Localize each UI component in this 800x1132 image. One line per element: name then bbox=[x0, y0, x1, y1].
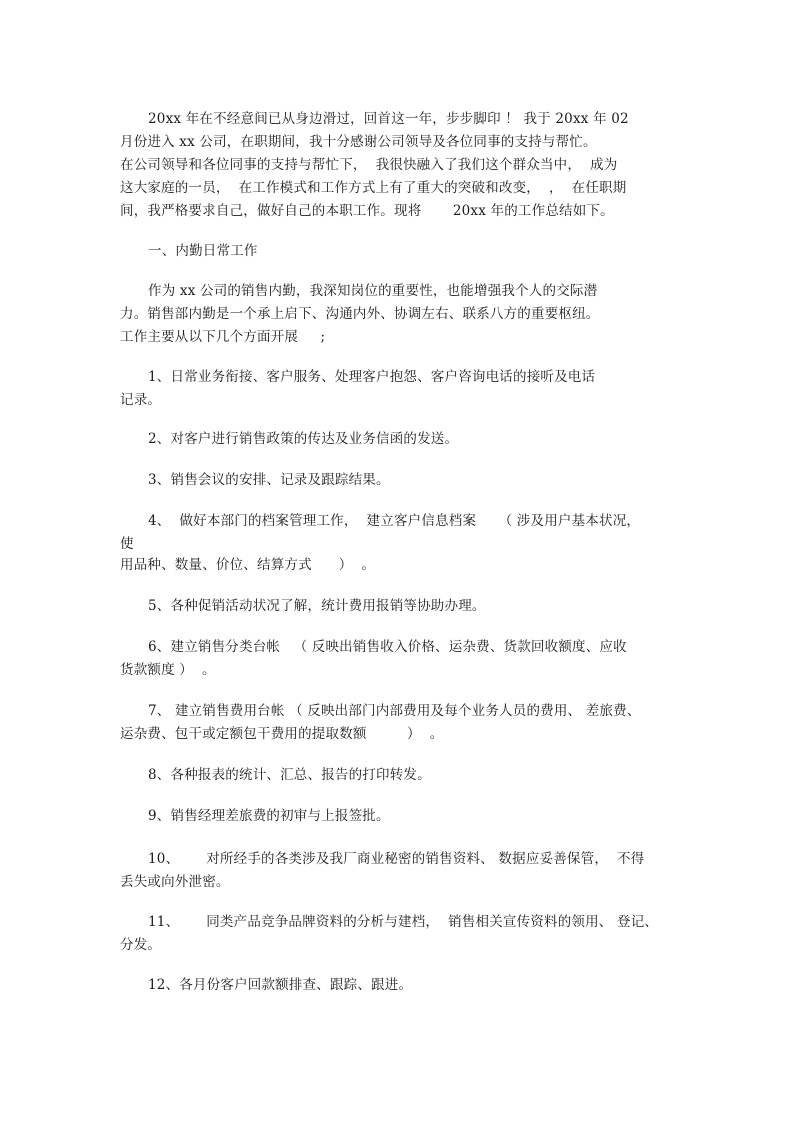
list-item-2: 2、对客户进行销售政策的传达及业务信函的发送。 bbox=[148, 431, 459, 447]
list-item-7-line-2: 运杂费、包干或定额包干费用的提取数额 ） 。 bbox=[120, 726, 444, 742]
section-intro-line-1: 作为 xx 公司的销售内勤，我深知岗位的重要性，也能增强我个人的交际潜 bbox=[148, 283, 598, 299]
list-item-1-line-2: 记录。 bbox=[120, 392, 162, 408]
list-item-11-line-2: 分发。 bbox=[120, 937, 162, 953]
list-item-9: 9、销售经理差旅费的初审与上报签批。 bbox=[148, 808, 390, 824]
list-item-7-line-1: 7、 建立销售费用台帐 （ 反映出部门内部费用及每个业务人员的费用、 差旅费、 bbox=[148, 703, 641, 719]
intro-line-1: 20xx 年在不经意间已从身边滑过，回首这一年，步步脚印 ！ 我于 20xx 年 02 bbox=[148, 111, 629, 127]
list-item-3: 3、销售会议的安排、记录及跟踪结果。 bbox=[148, 472, 390, 488]
list-item-12: 12、各月份客户回款额排查、跟踪、跟进。 bbox=[148, 977, 413, 993]
section-intro-line-2: 力。销售部内勤是一个承上启下、沟通内外、协调左右、联系八方的重要枢纽。 bbox=[120, 306, 600, 322]
list-item-6-line-2: 货款额度 ） 。 bbox=[120, 662, 216, 678]
list-item-6-line-1: 6、建立销售分类台帐 （ 反映出销售收入价格、运杂费、货款回收额度、应收 bbox=[148, 639, 627, 655]
list-item-10-line-2: 丢失或向外泄密。 bbox=[120, 874, 230, 890]
intro-line-3: 在公司领导和各位同事的支持与帮忙下， 我很快融入了我们这个群众当中， 成为 bbox=[120, 157, 618, 173]
intro-line-5: 间，我严格要求自己，做好自己的本职工作。现将 20xx 年的工作总结如下。 bbox=[120, 203, 614, 219]
list-item-8: 8、各种报表的统计、汇总、报告的打印转发。 bbox=[148, 767, 431, 783]
list-item-1-line-1: 1、日常业务衔接、客户服务、处理客户抱怨、客户咨询电话的接听及电话 bbox=[148, 369, 596, 385]
list-item-4-line-1: 4、 做好本部门的档案管理工作， 建立客户信息档案 （ 涉及用户基本状况， bbox=[148, 513, 641, 529]
list-item-4-line-3: 用品种、数量、价位、结算方式 ） 。 bbox=[120, 557, 376, 573]
list-item-5: 5、各种促销活动状况了解，统计费用报销等协助办理。 bbox=[148, 598, 486, 614]
intro-line-4: 这大家庭的一员， 在工作模式和工作方式上有了重大的突破和改变， ， 在任职期 bbox=[120, 180, 627, 196]
section-heading: 一、内勤日常工作 bbox=[148, 243, 258, 259]
intro-line-2: 月份进入 xx 公司，在职期间，我十分感谢公司领导及各位同事的支持与帮忙。 bbox=[120, 134, 597, 150]
section-intro-line-3: 工作主要从以下几个方面开展 ; bbox=[120, 329, 326, 345]
list-item-11-line-1: 11、 同类产品竞争品牌资料的分析与建档， 销售相关宣传资料的领用、 登记、 bbox=[148, 914, 659, 930]
list-item-10-line-1: 10、 对所经手的各类涉及我厂商业秘密的销售资料、 数据应妥善保管， 不得 bbox=[148, 851, 645, 867]
list-item-4-line-2: 使 bbox=[120, 536, 134, 552]
